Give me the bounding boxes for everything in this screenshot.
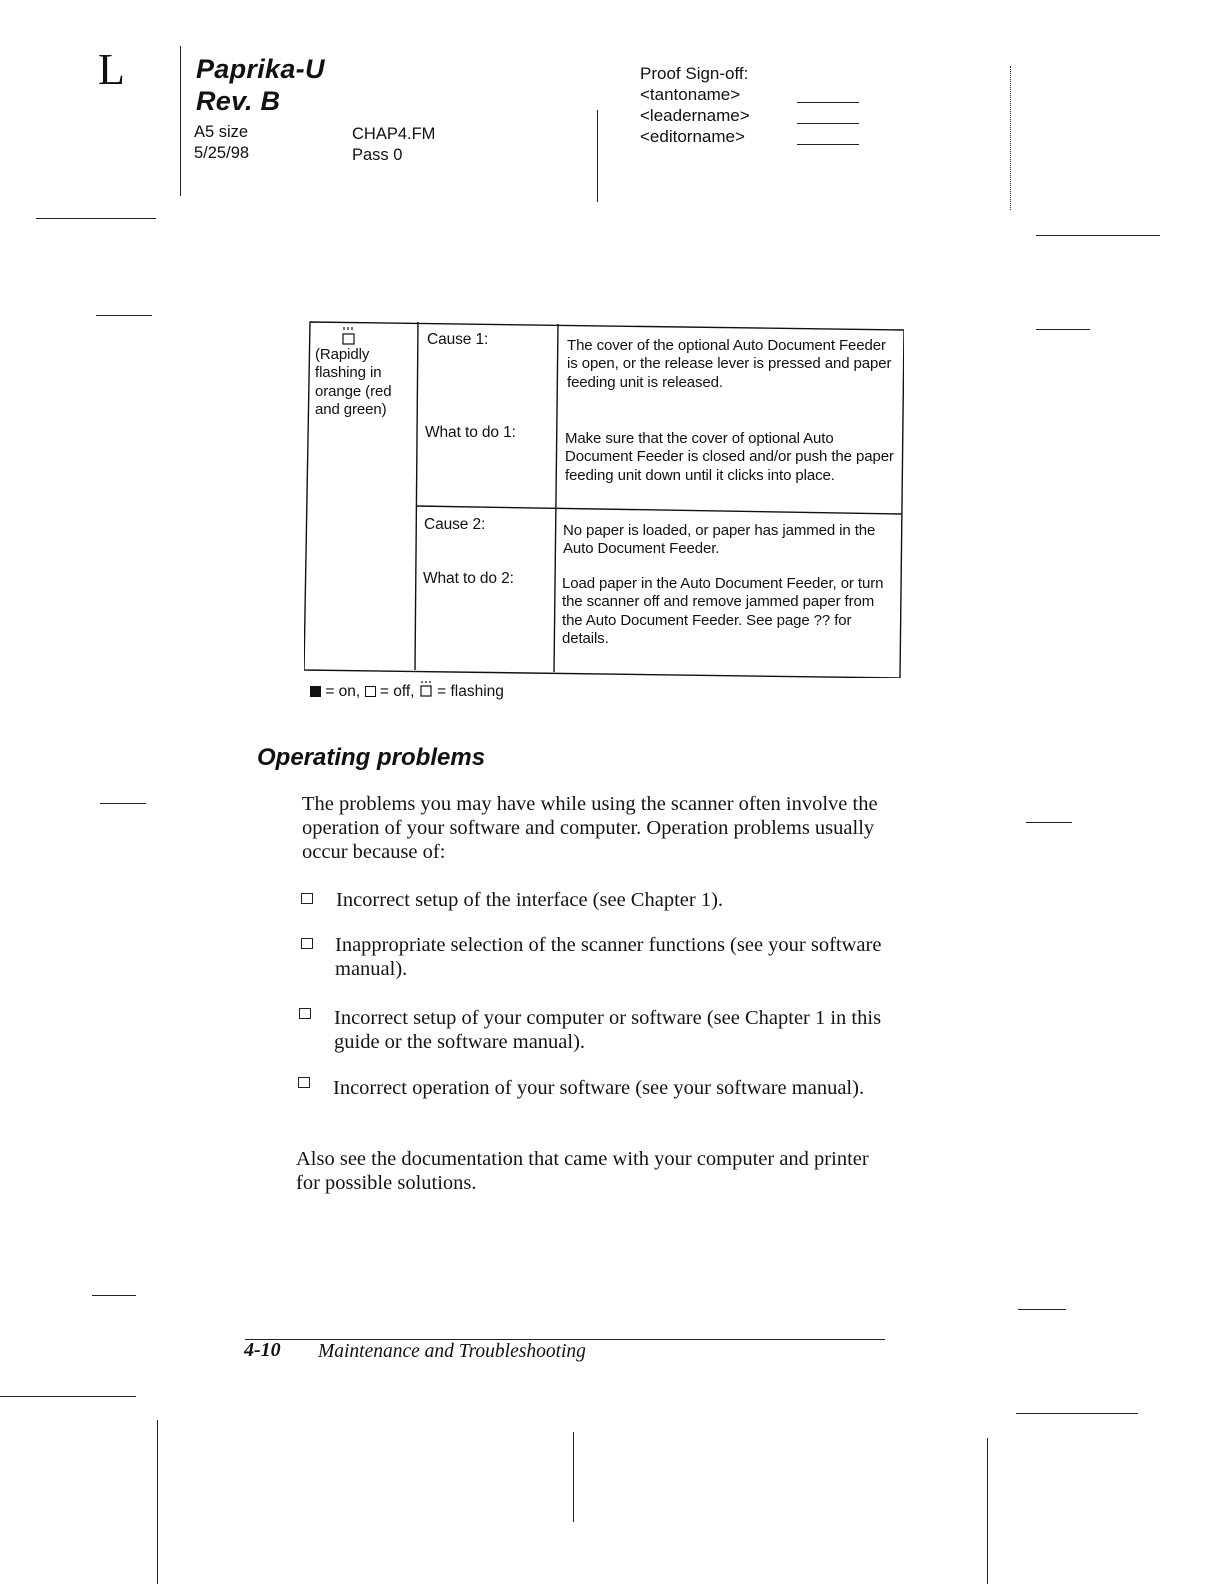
cause-text: No paper is loaded, or paper has jammed in the Auto Document Feeder. — [563, 522, 876, 558]
crop-mark — [100, 803, 146, 804]
proof-signer: <leadername> — [640, 106, 750, 125]
signature-line — [797, 102, 859, 103]
proof-label: Proof Sign-off: — [640, 64, 749, 83]
header-file: CHAP4.FM — [352, 125, 436, 143]
crop-mark — [1018, 1309, 1066, 1310]
crop-mark — [1036, 329, 1090, 330]
proof-signer: <tantoname> — [640, 85, 741, 104]
crop-mark — [573, 1432, 574, 1522]
crop-mark — [92, 1295, 136, 1296]
on-square-icon — [310, 686, 321, 697]
signature-line — [797, 123, 859, 124]
intro-paragraph: The problems you may have while using the scanner often involve the operation of your software and computer. Operation problems usually occur because of: — [302, 793, 878, 863]
header-title: Paprika-U — [196, 54, 325, 84]
crop-mark — [1026, 822, 1072, 823]
bullet-item: Incorrect setup of the interface (see Chapter 1). — [336, 889, 724, 911]
off-square-icon — [365, 686, 376, 697]
cause-text: The cover of the optional Auto Document Feeder is open, or the release lever is pressed and paper feeding unit is released. — [567, 337, 892, 391]
checkbox-bullet-icon — [301, 893, 313, 904]
bullet-item: Incorrect operation of your software (see your software manual). — [333, 1077, 865, 1099]
crop-mark — [597, 110, 598, 202]
action-label: What to do 2: — [423, 570, 514, 587]
crop-mark — [1010, 66, 1011, 210]
corner-letter: L — [98, 45, 125, 94]
header-revision: Rev. B — [196, 86, 281, 116]
checkbox-bullet-icon — [298, 1077, 310, 1088]
legend-off: = off, — [379, 683, 415, 700]
signature-line — [797, 144, 859, 145]
table-legend — [310, 680, 504, 701]
cause-label: Cause 1: — [427, 331, 489, 348]
proof-signer: <editorname> — [640, 127, 745, 146]
cause-label: Cause 2: — [424, 516, 486, 533]
bullet-item: Inappropriate selection of the scanner functions (see your software manual). — [335, 934, 882, 980]
crop-mark — [96, 315, 152, 316]
bullet-item: Incorrect setup of your computer or software (see Chapter 1 in this guide or the software manual). — [334, 1007, 882, 1053]
crop-mark — [0, 1396, 136, 1397]
flashing-light-icon — [419, 680, 433, 698]
light-status-label: (Rapidly flashing in orange (red and green) — [315, 346, 392, 418]
crop-mark — [1036, 235, 1160, 236]
status-table — [304, 320, 904, 678]
action-label: What to do 1: — [425, 424, 516, 441]
legend-flashing: = flashing — [437, 683, 504, 700]
crop-mark — [180, 46, 181, 196]
action-text: Make sure that the cover of optional Auto Document Feeder is closed and/or push the paper feeding unit down until it clicks into place. — [565, 430, 894, 484]
action-text: Load paper in the Auto Document Feeder, or turn the scanner off and remove jammed paper from the Auto Document Feeder. See page ?? for details. — [562, 575, 884, 647]
checkbox-bullet-icon — [299, 1008, 311, 1019]
footer-rule — [245, 1339, 885, 1340]
header-date: 5/25/98 — [194, 144, 250, 162]
header-size: A5 size — [194, 123, 249, 141]
crop-mark — [157, 1420, 158, 1584]
checkbox-bullet-icon — [301, 938, 313, 949]
flashing-light-icon — [340, 326, 358, 346]
legend-on: = on, — [325, 683, 361, 700]
page-number: 4-10 — [244, 1339, 281, 1361]
crop-mark — [987, 1438, 988, 1584]
crop-mark — [36, 218, 156, 219]
chapter-title: Maintenance and Troubleshooting — [318, 1341, 586, 1362]
closing-paragraph: Also see the documentation that came with your computer and printer for possible solutions. — [296, 1148, 869, 1194]
header-pass: Pass 0 — [352, 146, 403, 164]
section-heading: Operating problems — [257, 744, 486, 771]
crop-mark — [1016, 1413, 1138, 1414]
